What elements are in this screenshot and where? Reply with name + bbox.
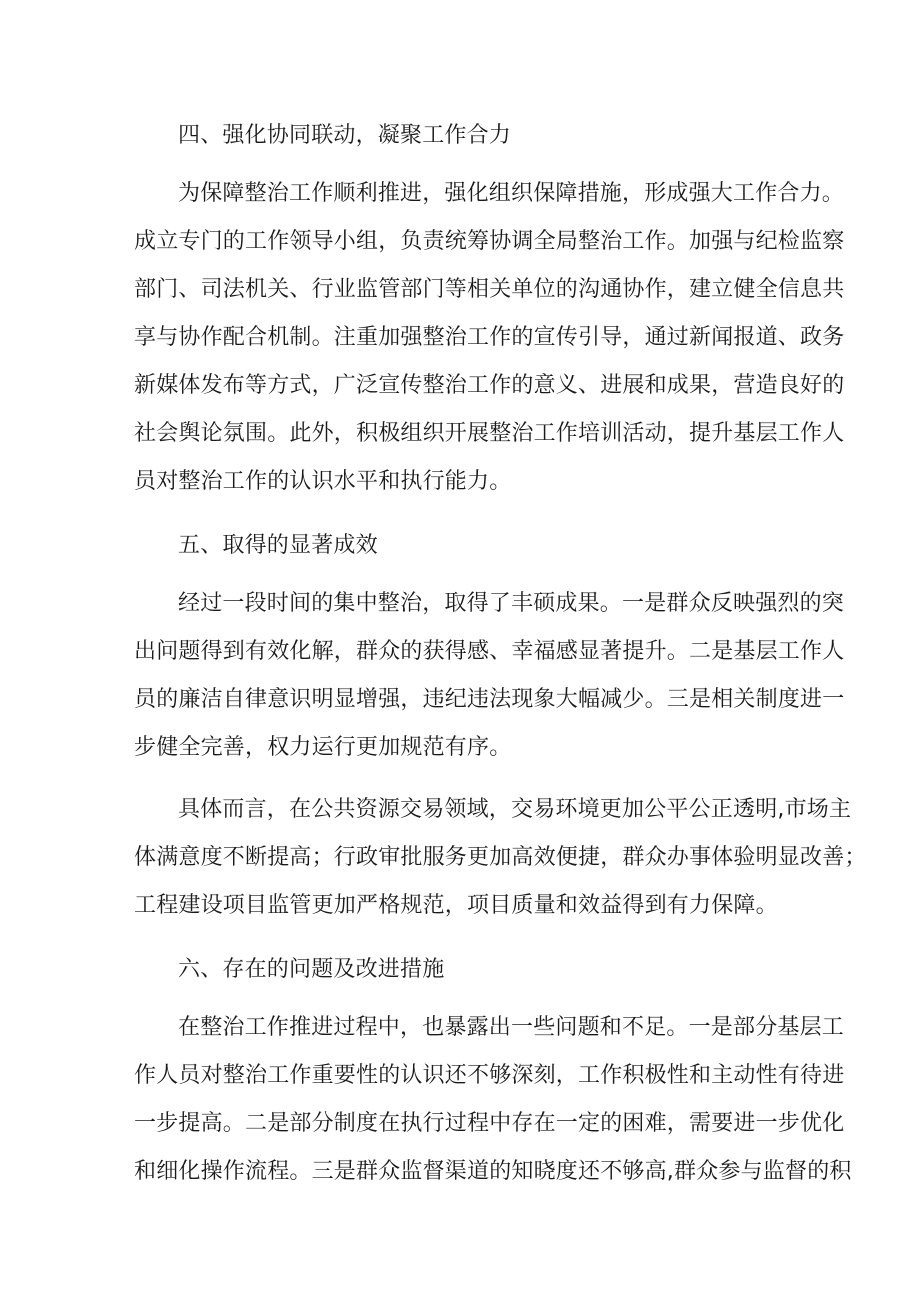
paragraph-line: 社会舆论氛围。此外，积极组织开展整治工作培训活动，提升基层工作人 [134, 421, 845, 446]
paragraph-line: 部门、司法机关、行业监管部门等相关单位的沟通协作，建立健全信息共 [134, 277, 845, 302]
section-heading-5: 五、取得的显著成效 [178, 533, 378, 558]
paragraph-line: 新媒体发布等方式，广泛宣传整治工作的意义、进展和成果，营造良好的 [134, 373, 845, 398]
paragraph-line: 经过一段时间的集中整治，取得了丰硕成果。一是群众反映强烈的突 [178, 591, 845, 616]
paragraph-line: 出问题得到有效化解，群众的获得感、幸福感显著提升。二是基层工作人 [134, 639, 845, 664]
paragraph-line: 和细化操作流程。三是群众监督渠道的知晓度还不够高,群众参与监督的积 [134, 1159, 852, 1184]
paragraph-line: 享与协作配合机制。注重加强整治工作的宣传引导，通过新闻报道、政务 [134, 325, 845, 350]
paragraph-line: 具体而言，在公共资源交易领域，交易环境更加公平公正透明,市场主 [178, 797, 852, 822]
paragraph-line: 员的廉洁自律意识明显增强，违纪违法现象大幅减少。三是相关制度进一 [134, 687, 845, 712]
paragraph-line: 在整治工作推进过程中，也暴露出一些问题和不足。一是部分基层工 [178, 1015, 845, 1040]
paragraph-line: 员对整治工作的认识水平和执行能力。 [134, 469, 512, 494]
paragraph-line: 作人员对整治工作重要性的认识还不够深刻，工作积极性和主动性有待进 [134, 1063, 845, 1088]
paragraph-line: 为保障整治工作顺利推进，强化组织保障措施，形成强大工作合力。 [178, 181, 845, 206]
paragraph-line: 步健全完善，权力运行更加规范有序。 [134, 735, 512, 760]
section-heading-6: 六、存在的问题及改进措施 [178, 957, 445, 982]
paragraph-line: 工程建设项目监管更加严格规范，项目质量和效益得到有力保障。 [134, 893, 778, 918]
paragraph-line: 体满意度不断提高；行政审批服务更加高效便捷，群众办事体验明显改善； [134, 845, 867, 870]
section-heading-4: 四、强化协同联动，凝聚工作合力 [178, 123, 512, 148]
paragraph-line: 一步提高。二是部分制度在执行过程中存在一定的困难，需要进一步优化 [134, 1111, 845, 1136]
paragraph-line: 成立专门的工作领导小组，负责统筹协调全局整治工作。加强与纪检监察 [134, 229, 845, 254]
